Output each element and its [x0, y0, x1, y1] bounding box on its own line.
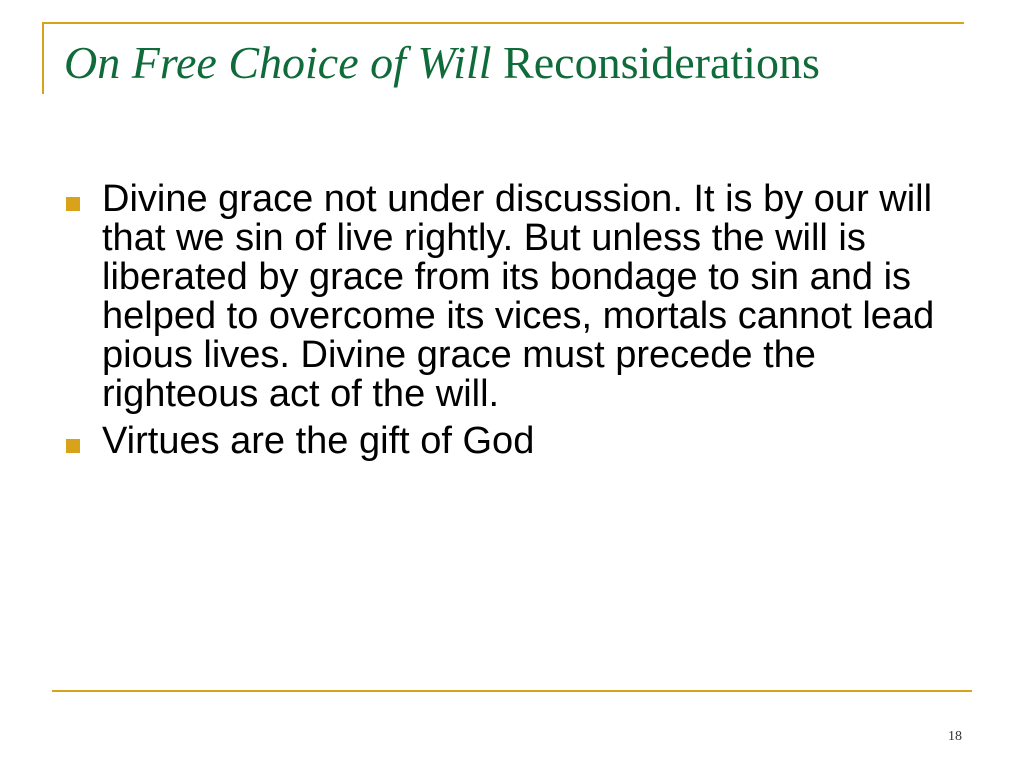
bullet-text: Virtues are the gift of God	[102, 420, 535, 462]
bullet-list	[64, 180, 964, 469]
square-bullet-icon	[66, 197, 80, 211]
bullet-item	[64, 180, 964, 414]
slide-title	[64, 38, 820, 89]
bottom-rule	[52, 690, 972, 692]
title-regular-text: Reconsiderations	[503, 37, 820, 88]
left-rule	[42, 22, 44, 94]
title-italic-text: On Free Choice of Will	[64, 37, 492, 88]
square-bullet-icon	[66, 439, 80, 453]
bullet-text: Divine grace not under discussion. It is by our will that we sin of live rightly. But unless the will is liberated by grace from its bondage to sin and is helped to overcome its vices, mortals cannot lead pious lives. Divine grace must precede the righteous act of the will.	[102, 178, 935, 415]
bullet-item	[64, 422, 964, 461]
top-rule	[42, 22, 964, 24]
page-number: 18	[948, 729, 962, 744]
